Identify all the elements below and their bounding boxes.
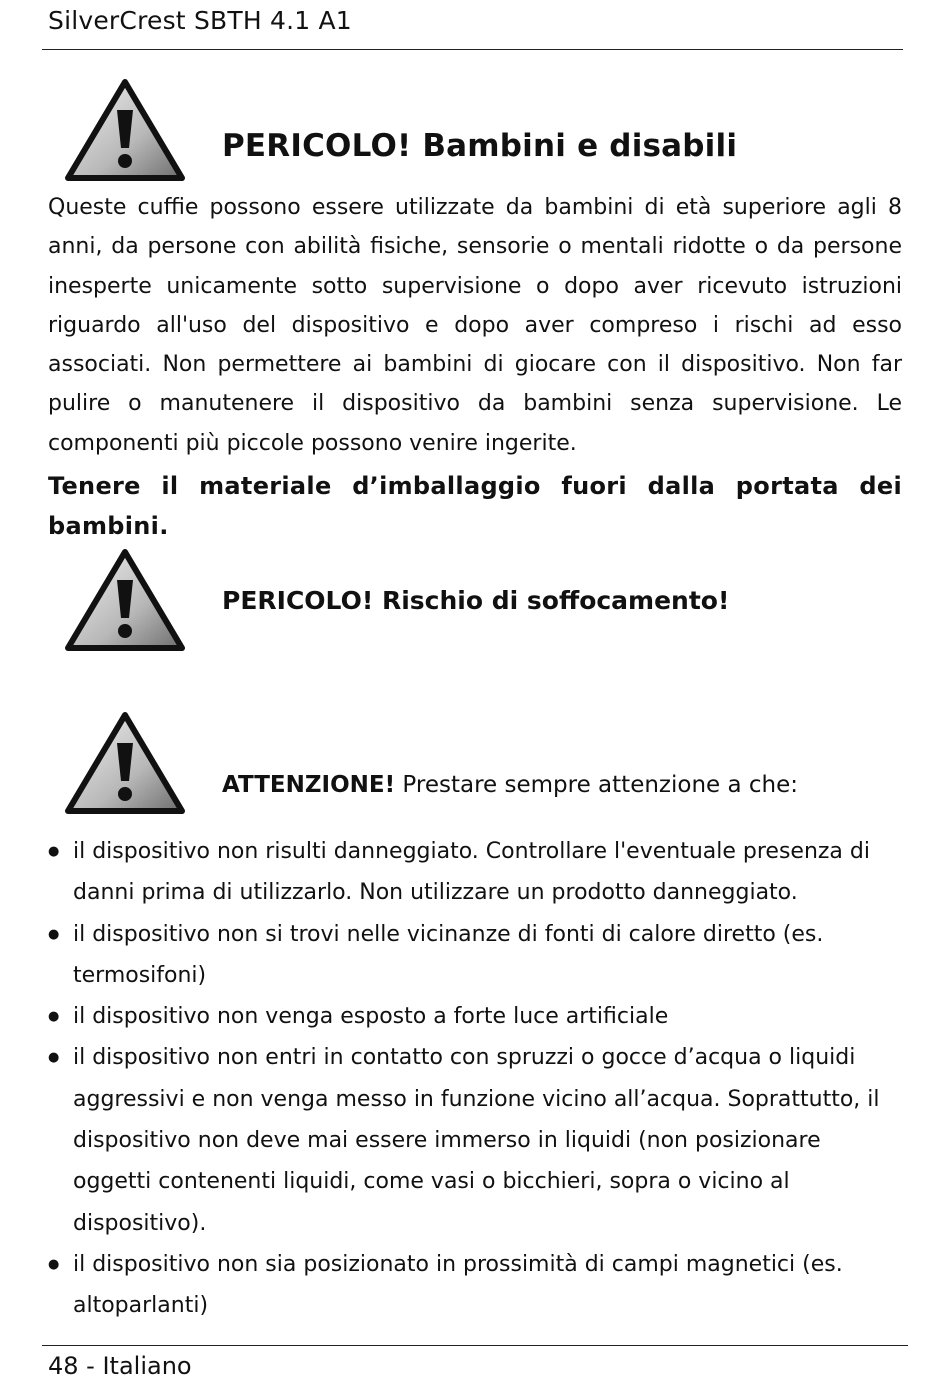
document-title: SilverCrest SBTH 4.1 A1 (48, 6, 352, 35)
heading-children-disabled: PERICOLO! Bambini e disabili (222, 128, 738, 164)
footer-divider (42, 1345, 908, 1346)
warning-triangle-icon (64, 711, 186, 815)
list-item: ● il dispositivo non entri in contatto con spruzzi o gocce d’acqua o liquidi aggressivi e non venga messo in funzione vicino all’acqua. Soprattutto, il dispositivo non deve mai essere immerso in liquidi (non posizionare oggetti contenenti liquidi, come vasi o bicchieri, sopra o vicino al dispositivo). (48, 1037, 898, 1243)
list-item: ● il dispositivo non sia posizionato in prossimità di campi magnetici (es. altoparlanti) (48, 1244, 898, 1327)
precautions-list (48, 831, 898, 1327)
list-item: ● il dispositivo non venga esposto a forte luce artificiale (48, 996, 898, 1037)
page-number: 48 - Italiano (48, 1352, 192, 1380)
children-warning-paragraph: Queste cuffie possono essere utilizzate da bambini di età superiore agli 8 anni, da persone con abilità fisiche, sensorie o mentali ridotte o da persone inesperte unicamente sotto supervisione o dopo aver ricevuto istruzioni riguardo all'uso del dispositivo e dopo aver compreso i rischi ad esso associati. Non permettere ai bambini di giocare con il dispositivo. Non far pulire o manutenere il dispositivo da bambini senza supervisione. Le componenti più piccole possono venire ingerite. (48, 195, 902, 456)
list-item: ● il dispositivo non risulti danneggiato. Controllare l'eventuale presenza di danni prima di utilizzarlo. Non utilizzare un prodotto danneggiato. (48, 831, 898, 914)
header-divider (42, 49, 903, 50)
heading-suffocation: PERICOLO! Rischio di soffocamento! (222, 586, 730, 615)
list-item: ● il dispositivo non si trovi nelle vicinanze di fonti di calore diretto (es. termosifoni) (48, 914, 898, 997)
warning-triangle-icon (64, 78, 186, 182)
attention-text: Prestare sempre attenzione a che: (395, 772, 799, 798)
attention-label: ATTENZIONE! (222, 772, 396, 798)
packaging-warning: Tenere il materiale d’imballaggio fuori dalla portata dei bambini. (48, 472, 902, 540)
warning-triangle-icon (64, 548, 186, 652)
attention-line (222, 772, 798, 798)
